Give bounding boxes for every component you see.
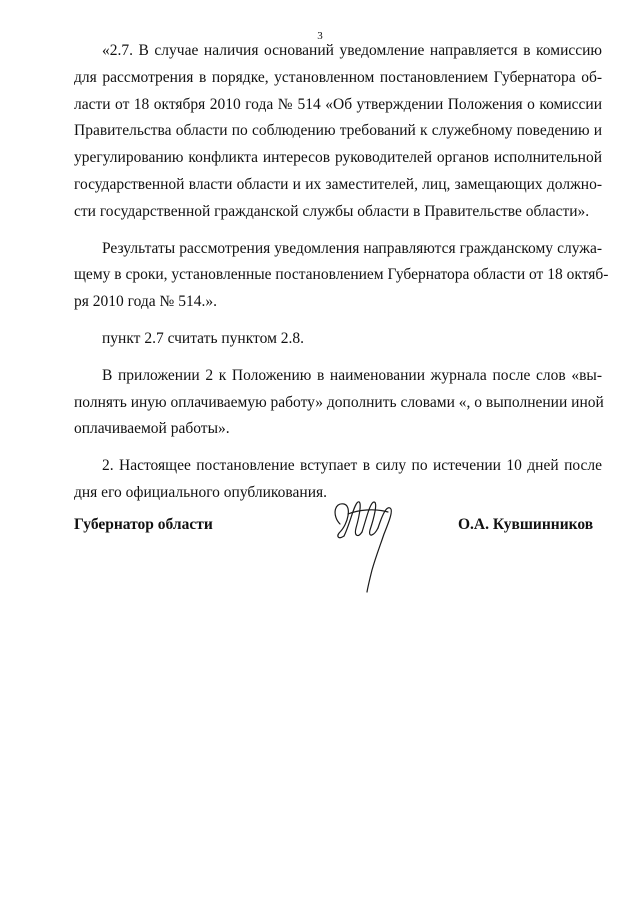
text-line: В приложении 2 к Положению в наименовании журнала после слов «вы-	[102, 366, 602, 384]
paragraph-results	[74, 236, 609, 316]
text-line: Результаты рассмотрения уведомления направляются гражданскому служа-	[102, 239, 602, 257]
text-line: 2. Настоящее постановление вступает в силу по истечении 10 дней после	[102, 457, 602, 475]
paragraph-2-7	[74, 38, 602, 226]
text-line: для рассмотрения в порядке, установленном постановлением Губернатора об-	[74, 68, 602, 86]
text-line: урегулированию конфликта интересов руководителей органов исполнительной	[74, 149, 602, 167]
paragraph-renumber	[74, 326, 602, 353]
text-line: щему в сроки, установленные постановлением Губернатора области от 18 октяб-	[74, 266, 609, 284]
text-line: государственной власти области и их заместителей, лиц, замещающих должно-	[74, 175, 602, 193]
text-line: ласти от 18 октября 2010 года № 514 «Об утверждении Положения о комиссии	[74, 95, 602, 113]
signer-title: Губернатор области	[74, 516, 213, 533]
text-line: оплачиваемой работы».	[74, 420, 230, 438]
text-line: «2.7. В случае наличия оснований уведомление направляется в комиссию	[102, 42, 602, 59]
signer-name: О.А. Кувшинников	[458, 516, 594, 533]
text-line: сти государственной гражданской службы области в Правительстве области».	[74, 202, 590, 220]
text-line: ря 2010 года № 514.».	[74, 293, 217, 311]
document-body	[74, 38, 609, 507]
handwritten-signature	[328, 494, 404, 594]
text-line: полнять иную оплачиваемую работу» дополнить словами «, о выполнении иной	[74, 393, 604, 411]
text-line: дня его официального опубликования.	[74, 483, 328, 501]
text-line: Правительства области по соблюдению требований к служебному поведению и	[74, 122, 602, 140]
paragraph-appendix	[74, 363, 602, 443]
text-line: пункт 2.7 считать пунктом 2.8.	[102, 329, 305, 347]
page-number: 3	[317, 30, 323, 42]
